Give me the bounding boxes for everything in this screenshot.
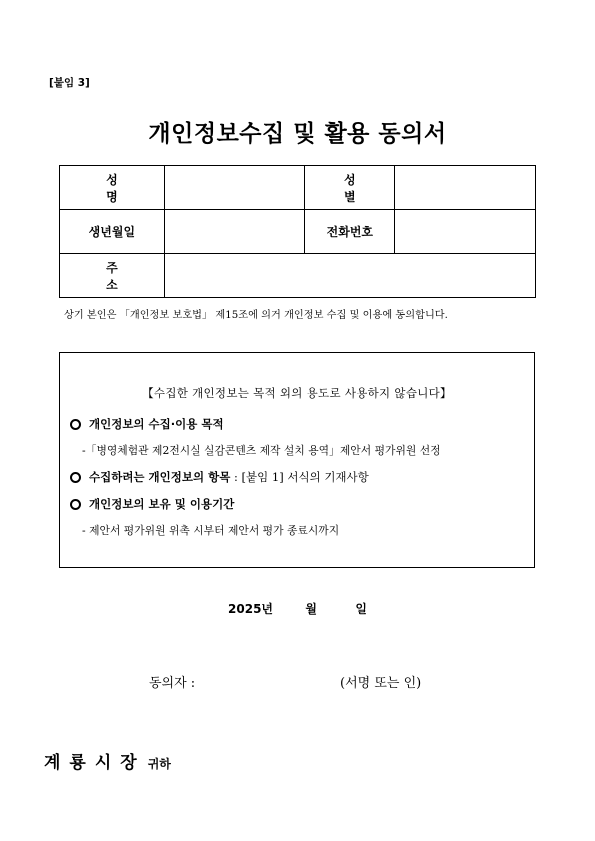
- table-row: [60, 210, 536, 254]
- gender-label: 성 별: [305, 166, 395, 210]
- retention-detail: - 제안서 평가위원 위촉 시부터 제안서 평가 종료시까지: [82, 524, 340, 537]
- table-row: [60, 254, 536, 298]
- phone-field[interactable]: [395, 210, 536, 254]
- consenter-label: 동의자 :: [149, 676, 196, 691]
- circle-bullet-icon: [70, 499, 81, 510]
- circle-bullet-icon: [70, 472, 81, 483]
- table-row: [60, 166, 536, 210]
- purpose-title: 개인정보의 수집·이용 목적: [89, 417, 224, 431]
- items-title: 수집하려는 개인정보의 항목: [89, 470, 231, 484]
- purpose-detail: -「병영체험관 제2전시실 실감콘텐츠 제작 설치 용역」제안서 평가위원 선정: [82, 444, 441, 457]
- date-day: 일: [355, 602, 367, 616]
- birthdate-label: 생년월일: [60, 210, 165, 254]
- items-item: [70, 469, 369, 485]
- notice-heading: 【수집한 개인정보는 목적 외의 용도로 사용하지 않습니다】: [142, 386, 452, 400]
- addressee: [44, 748, 171, 773]
- phone-label: 전화번호: [305, 210, 395, 254]
- address-label: 주 소: [60, 254, 165, 298]
- personal-info-table: [59, 165, 536, 298]
- items-detail: : [붙임 1] 서식의 기재사항: [230, 470, 369, 484]
- name-label: 성 명: [60, 166, 165, 210]
- gender-field[interactable]: [395, 166, 536, 210]
- addressee-honorific: 귀하: [147, 757, 171, 771]
- address-field[interactable]: [164, 254, 535, 298]
- birthdate-field[interactable]: [164, 210, 305, 254]
- date-line: [0, 600, 595, 617]
- circle-bullet-icon: [70, 419, 81, 430]
- retention-item: [70, 496, 234, 512]
- document-title: 개인정보수집 및 활용 동의서: [148, 121, 447, 147]
- addressee-name: 계룡시장: [44, 753, 146, 773]
- attachment-label: [붙임 3]: [49, 77, 90, 89]
- retention-title: 개인정보의 보유 및 이용기간: [89, 497, 235, 511]
- name-field[interactable]: [164, 166, 305, 210]
- notice-box: [59, 352, 535, 568]
- date-month: 월: [305, 602, 317, 616]
- purpose-item: [70, 416, 224, 432]
- signature-hint: (서명 또는 인): [340, 676, 422, 691]
- date-year: 2025년: [228, 602, 274, 616]
- consent-statement: 상기 본인은 「개인정보 보호법」 제15조에 의거 개인정보 수집 및 이용에 동의합니다.: [64, 310, 448, 321]
